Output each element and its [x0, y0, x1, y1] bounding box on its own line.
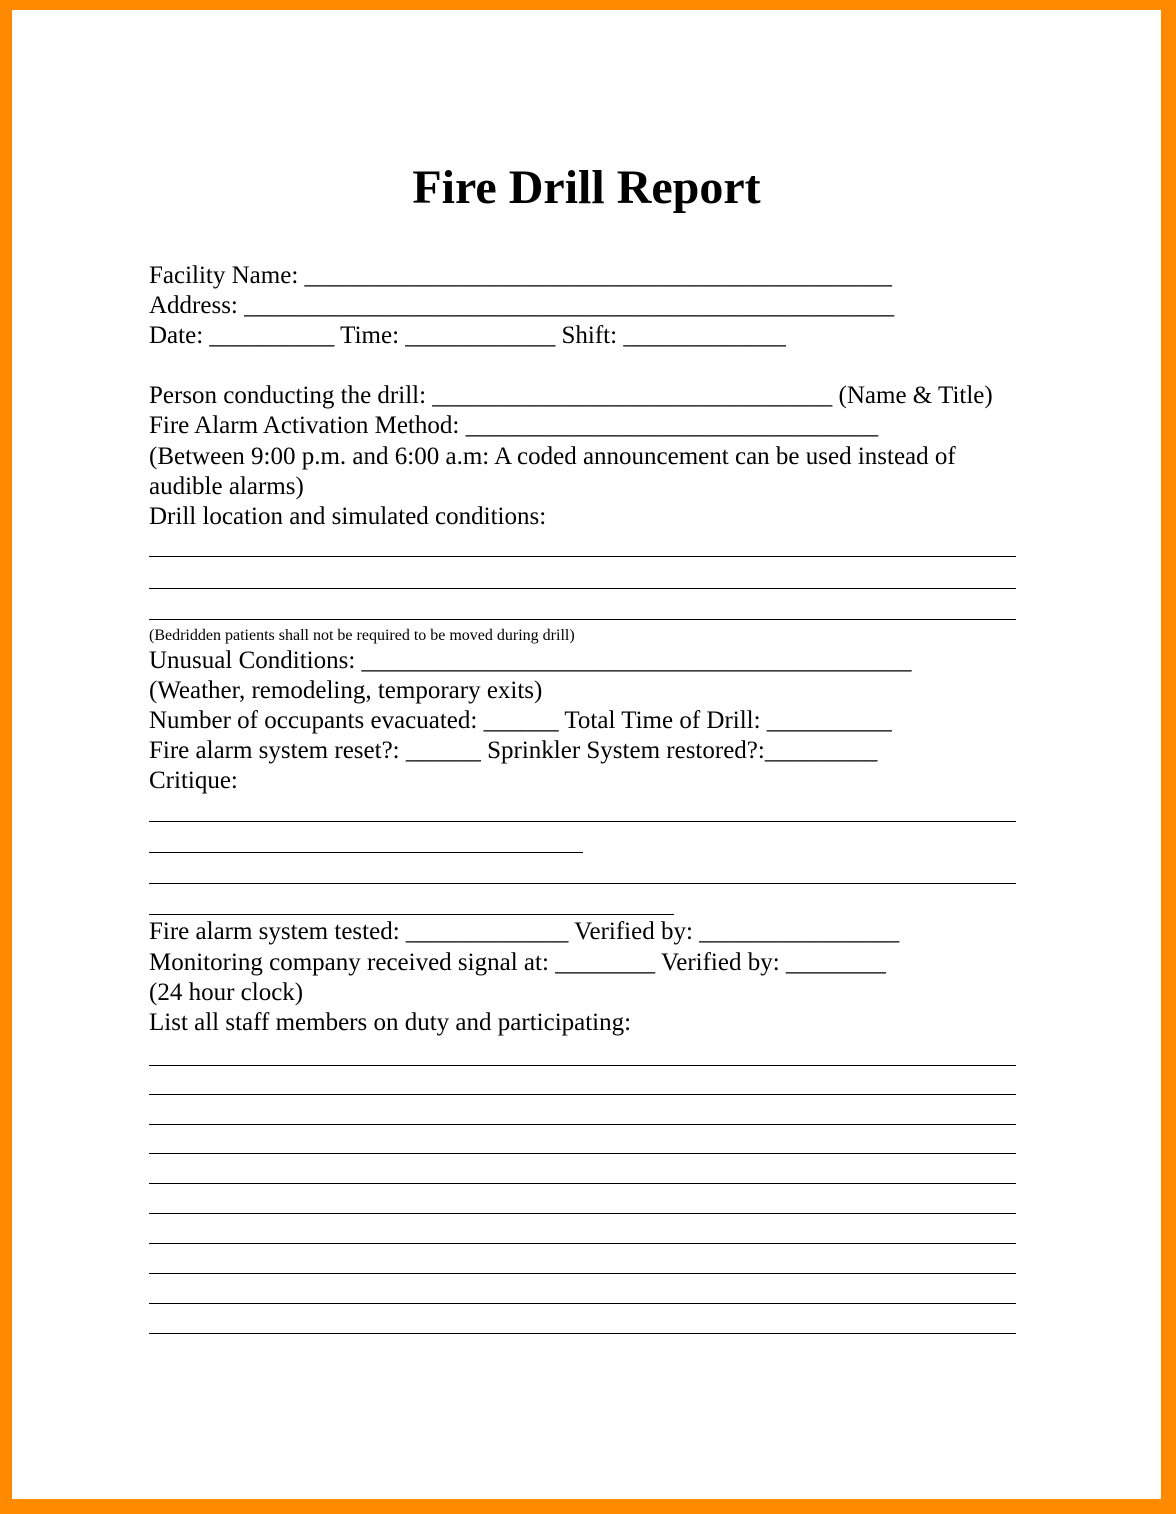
address-field: Address: ____________________________________________________: [149, 292, 895, 319]
facility-name-field: Facility Name: _______________________________________________: [149, 262, 893, 289]
location-blank-line: [149, 588, 1016, 589]
reset-restored-field: Fire alarm system reset?: ______ Sprinkler System restored?:_________: [149, 737, 878, 764]
critique-label: Critique:: [149, 767, 238, 794]
critique-blank-line: [149, 821, 1016, 822]
location-blank-line: [149, 556, 1016, 557]
coded-announcement-note-cont: audible alarms): [149, 473, 304, 500]
staff-list-label: List all staff members on duty and participating:: [149, 1009, 632, 1036]
staff-blank-line: [149, 1333, 1016, 1334]
staff-blank-line: [149, 1153, 1016, 1154]
unusual-conditions-hint: (Weather, remodeling, temporary exits): [149, 677, 543, 704]
coded-announcement-note: (Between 9:00 p.m. and 6:00 a.m: A coded announcement can be used instead of: [149, 443, 956, 470]
occupants-time-field: Number of occupants evacuated: ______ Total Time of Drill: __________: [149, 707, 892, 734]
unusual-conditions-field: Unusual Conditions: ____________________________________________: [149, 647, 912, 674]
staff-blank-line: [149, 1094, 1016, 1095]
drill-location-label: Drill location and simulated conditions:: [149, 503, 547, 530]
bedridden-note: (Bedridden patients shall not be required to be moved during drill): [149, 627, 575, 644]
staff-blank-line: [149, 1065, 1016, 1066]
critique-blank-line: [149, 883, 1016, 884]
staff-blank-line: [149, 1303, 1016, 1304]
staff-blank-line: [149, 1183, 1016, 1184]
report-page: [12, 10, 1161, 1499]
critique-blank-line: [149, 914, 674, 915]
staff-blank-line: [149, 1124, 1016, 1125]
monitoring-signal-field: Monitoring company received signal at: ________ Verified by: ________: [149, 949, 886, 976]
staff-blank-line: [149, 1213, 1016, 1214]
staff-blank-line: [149, 1243, 1016, 1244]
alarm-tested-field: Fire alarm system tested: _____________ Verified by: ________________: [149, 918, 900, 945]
date-time-shift-field: Date: __________ Time: ____________ Shift: _____________: [149, 322, 786, 349]
staff-blank-line: [149, 1273, 1016, 1274]
critique-blank-line: [149, 852, 583, 853]
report-title: Fire Drill Report: [412, 161, 761, 214]
clock-note: (24 hour clock): [149, 979, 304, 1006]
location-blank-line: [149, 619, 1016, 620]
person-conducting-field: Person conducting the drill: ________________________________ (Name & Title): [149, 382, 993, 409]
activation-method-field: Fire Alarm Activation Method: _________________________________: [149, 412, 879, 439]
